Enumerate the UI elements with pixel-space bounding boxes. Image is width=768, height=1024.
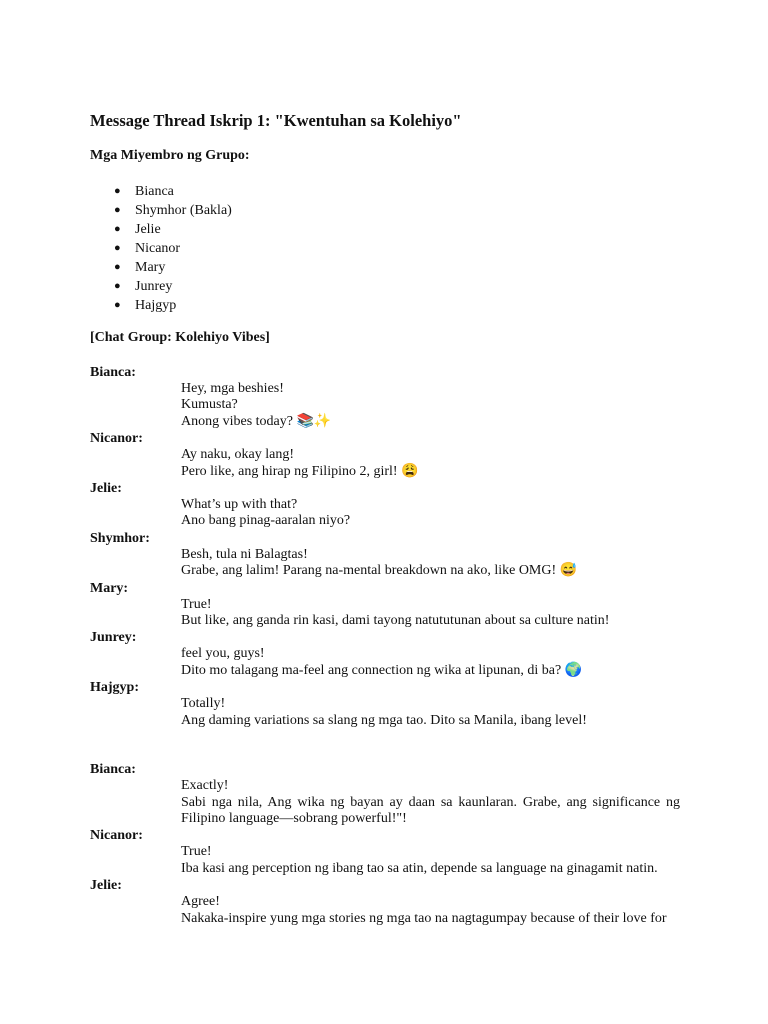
message-block <box>90 530 680 580</box>
member-item <box>90 182 232 201</box>
message-lines <box>90 497 680 530</box>
message-line: But like, ang ganda rin kasi, dami tayong natututunan about sa culture natin! <box>181 613 610 629</box>
message-block <box>90 827 680 877</box>
speaker-name: Mary: <box>90 580 129 596</box>
members-heading: Mga Miyembro ng Grupo: <box>90 148 250 163</box>
member-name: Shymhor (Bakla) <box>135 203 232 218</box>
message-line: Dito mo talagang ma-feel ang connection ng wika at lipunan, di ba? 🌍 <box>181 662 583 678</box>
message-line: Ay naku, okay lang! <box>181 447 295 463</box>
speaker-name: Bianca: <box>90 365 136 380</box>
member-name: Bianca <box>135 184 174 199</box>
message-block <box>90 877 680 927</box>
message-line: Agree! <box>181 894 220 910</box>
speaker-name: Bianca: <box>90 762 136 778</box>
member-name: Hajgyp <box>135 298 177 313</box>
member-name: Junrey <box>135 279 173 294</box>
speaker-name: Jelie: <box>90 878 122 894</box>
message-line: True! <box>181 596 212 612</box>
message-line: Exactly! <box>181 778 229 794</box>
message-line: Iba kasi ang perception ng ibang tao sa atin, depende sa language na ginagamit natin. <box>181 860 658 876</box>
bullet-icon: ● <box>114 261 121 273</box>
message-line: True! <box>181 844 212 860</box>
message-block <box>90 761 680 827</box>
message-block <box>90 580 680 630</box>
message-block <box>90 629 680 679</box>
message-lines <box>90 646 680 679</box>
member-item <box>90 201 232 220</box>
message-lines <box>90 778 680 827</box>
bullet-icon: ● <box>114 204 121 216</box>
document-title: Message Thread Iskrip 1: "Kwentuhan sa Kolehiyo" <box>90 111 462 130</box>
speaker-name: Nicanor: <box>90 431 143 447</box>
speaker-name: Junrey: <box>90 630 137 646</box>
bullet-icon: ● <box>114 185 121 197</box>
speaker-name: Nicanor: <box>90 828 143 844</box>
spacer <box>90 729 680 761</box>
message-line: Ang daming variations sa slang ng mga tao. Dito sa Manila, ibang level! <box>181 712 587 728</box>
message-block <box>90 679 680 729</box>
message-lines <box>90 597 680 630</box>
message-line: Ano bang pinag-aaralan niyo? <box>181 513 351 529</box>
message-lines <box>90 547 680 580</box>
bullet-icon: ● <box>114 223 121 235</box>
message-block <box>90 364 680 430</box>
message-line: Grabe, ang lalim! Parang na-mental breakdown na ako, like OMG! 😅 <box>181 563 578 579</box>
members-list <box>90 182 232 315</box>
message-line: Anong vibes today? 📚✨ <box>181 413 332 429</box>
message-line: feel you, guys! <box>181 646 265 662</box>
speaker-name: Shymhor: <box>90 530 150 546</box>
message-block <box>90 430 680 480</box>
member-item <box>90 258 232 277</box>
speaker-name: Jelie: <box>90 481 122 497</box>
message-line: What’s up with that? <box>181 497 298 513</box>
message-lines <box>90 894 680 927</box>
message-line: Besh, tula ni Balagtas! <box>181 546 308 562</box>
member-item <box>90 220 232 239</box>
message-lines <box>90 696 680 729</box>
message-line: Pero like, ang hirap ng Filipino 2, girl! 😩 <box>181 463 419 479</box>
member-item <box>90 277 232 296</box>
message-line: Kumusta? <box>181 397 238 413</box>
bullet-icon: ● <box>114 280 121 292</box>
bullet-icon: ● <box>114 242 121 254</box>
member-name: Mary <box>135 260 166 275</box>
message-line: Hey, mga beshies! <box>181 381 284 396</box>
speaker-name: Hajgyp: <box>90 680 139 696</box>
member-name: Jelie <box>135 222 161 237</box>
chat-group-heading: [Chat Group: Kolehiyo Vibes] <box>90 330 270 345</box>
message-line: Nakaka-inspire yung mga stories ng mga tao na nagtagumpay because of their love for <box>181 910 667 926</box>
message-block <box>90 480 680 530</box>
member-item <box>90 296 232 315</box>
bullet-icon: ● <box>114 299 121 311</box>
message-thread <box>90 364 680 927</box>
member-name: Nicanor <box>135 241 181 256</box>
member-item <box>90 239 232 258</box>
message-line: Totally! <box>181 696 226 712</box>
message-lines <box>90 447 680 480</box>
message-lines <box>90 381 680 430</box>
message-lines <box>90 844 680 877</box>
message-line: Sabi nga nila, Ang wika ng bayan ay daan sa kaunlaran. Grabe, ang significance ng Filipino language—sobrang powerful!"! <box>181 794 680 826</box>
